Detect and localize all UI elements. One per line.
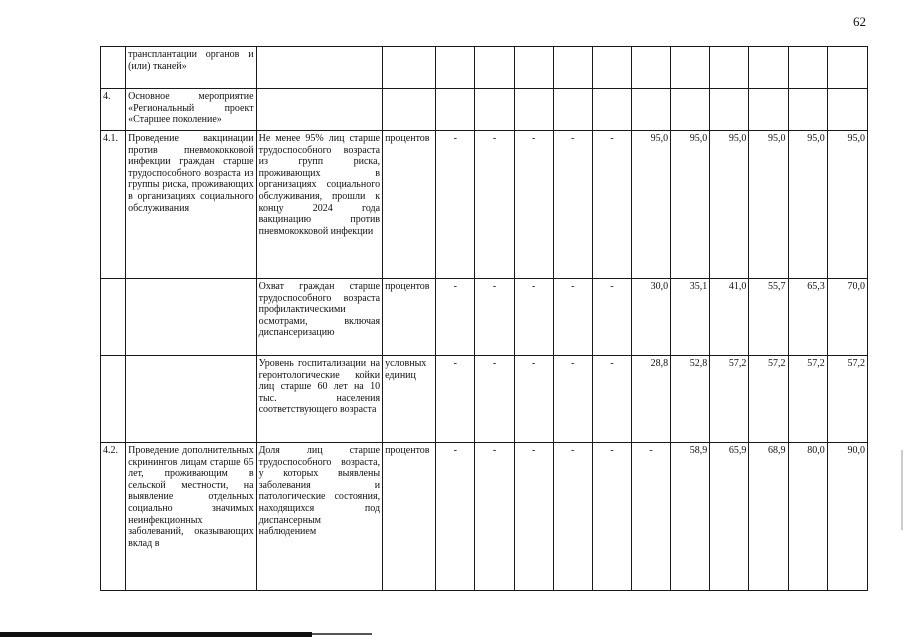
value-cell: 95,0 <box>827 131 867 279</box>
value-cell <box>631 89 670 131</box>
value-cell: 95,0 <box>788 131 827 279</box>
value-cell: - <box>475 356 514 443</box>
value-cell: - <box>475 443 514 591</box>
value-cell <box>710 47 749 89</box>
value-cell: 65,9 <box>710 443 749 591</box>
table-row <box>101 443 868 591</box>
value-cell <box>436 89 475 131</box>
value-cell: - <box>514 443 553 591</box>
unit-cell: процентов <box>383 443 436 591</box>
value-cell <box>827 47 867 89</box>
indicator-cell: Доля лиц старше трудоспособного возраста, у которых выявлены заболевания и патологические состояния, находящихся под диспансерным наблюдением <box>256 443 382 591</box>
value-cell: 95,0 <box>710 131 749 279</box>
value-cell: - <box>514 279 553 356</box>
event-cell: Основное мероприятие «Региональный проект «Старшее поколение» <box>126 89 257 131</box>
value-cell: - <box>592 279 631 356</box>
value-cell: - <box>553 279 592 356</box>
table-row <box>101 89 868 131</box>
table-row <box>101 356 868 443</box>
value-cell: 57,2 <box>788 356 827 443</box>
value-cell: - <box>553 356 592 443</box>
value-cell: - <box>514 356 553 443</box>
indicator-cell: Охват граждан старше трудоспособного возраста профилактическими осмотрами, включая диспансеризацию <box>256 279 382 356</box>
value-cell <box>749 47 788 89</box>
event-cell: трансплантации органов и (или) тканей» <box>126 47 257 89</box>
value-cell: - <box>592 356 631 443</box>
value-cell: - <box>475 279 514 356</box>
unit-cell <box>383 89 436 131</box>
value-cell: 57,2 <box>710 356 749 443</box>
value-cell <box>514 47 553 89</box>
event-cell: Проведение дополнительных скринингов лицам старше 65 лет, проживающим в сельской местности, на выявление отдельных социально значимых неинфекционных заболеваний, оказывающих вклад в <box>126 443 257 591</box>
value-cell: - <box>553 443 592 591</box>
value-cell: - <box>475 131 514 279</box>
value-cell: - <box>514 131 553 279</box>
unit-cell <box>383 47 436 89</box>
value-cell: - <box>553 131 592 279</box>
value-cell <box>710 89 749 131</box>
unit-cell: условных единиц <box>383 356 436 443</box>
value-cell: - <box>436 279 475 356</box>
value-cell <box>749 89 788 131</box>
value-cell <box>475 47 514 89</box>
scan-bottom-edge <box>0 632 312 637</box>
value-cell <box>553 89 592 131</box>
value-cell: 28,8 <box>631 356 670 443</box>
value-cell <box>788 47 827 89</box>
value-cell: 68,9 <box>749 443 788 591</box>
value-cell: 58,9 <box>671 443 710 591</box>
event-cell <box>126 356 257 443</box>
unit-cell: процентов <box>383 131 436 279</box>
value-cell: 30,0 <box>631 279 670 356</box>
indicator-cell <box>256 89 382 131</box>
indicator-cell: Уровень госпитализации на геронтологические койки лиц старше 60 лет на 10 тыс. населения соответствующего возраста <box>256 356 382 443</box>
unit-cell: процентов <box>383 279 436 356</box>
value-cell <box>671 47 710 89</box>
value-cell: - <box>436 443 475 591</box>
indicator-cell <box>256 47 382 89</box>
value-cell: 95,0 <box>671 131 710 279</box>
scan-side-mark <box>901 450 903 530</box>
value-cell: 90,0 <box>827 443 867 591</box>
value-cell <box>671 89 710 131</box>
value-cell: - <box>436 131 475 279</box>
value-cell <box>553 47 592 89</box>
page-number: 62 <box>853 14 866 29</box>
value-cell: 35,1 <box>671 279 710 356</box>
value-cell: 65,3 <box>788 279 827 356</box>
value-cell: 57,2 <box>749 356 788 443</box>
value-cell <box>788 89 827 131</box>
table-row <box>101 279 868 356</box>
event-cell: Проведение вакцинации против пневмококковой инфекции граждан старше трудоспособного возраста из группы риска, проживающих в организациях социального обслуживания <box>126 131 257 279</box>
value-cell: 55,7 <box>749 279 788 356</box>
indicator-cell: Не менее 95% лиц старше трудоспособного возраста из групп риска, проживающих в организациях социального обслуживания, прошли к концу 2024 года вакцинацию против пневмококковой инфекции <box>256 131 382 279</box>
value-cell: 70,0 <box>827 279 867 356</box>
value-cell <box>436 47 475 89</box>
value-cell: - <box>631 443 670 591</box>
value-cell: 95,0 <box>749 131 788 279</box>
value-cell: 41,0 <box>710 279 749 356</box>
value-cell: 57,2 <box>827 356 867 443</box>
value-cell: - <box>436 356 475 443</box>
value-cell <box>592 47 631 89</box>
value-cell <box>631 47 670 89</box>
value-cell: - <box>592 131 631 279</box>
table-row <box>101 47 868 89</box>
row-number-cell <box>101 279 126 356</box>
value-cell: - <box>592 443 631 591</box>
value-cell: 52,8 <box>671 356 710 443</box>
row-number-cell <box>101 47 126 89</box>
value-cell <box>475 89 514 131</box>
row-number-cell <box>101 356 126 443</box>
row-number-cell: 4. <box>101 89 126 131</box>
value-cell <box>514 89 553 131</box>
value-cell: 95,0 <box>631 131 670 279</box>
value-cell <box>827 89 867 131</box>
event-cell <box>126 279 257 356</box>
value-cell: 80,0 <box>788 443 827 591</box>
row-number-cell: 4.2. <box>101 443 126 591</box>
program-indicators-table <box>100 46 868 591</box>
row-number-cell: 4.1. <box>101 131 126 279</box>
scan-bottom-edge-thin <box>312 633 372 635</box>
table-row <box>101 131 868 279</box>
value-cell <box>592 89 631 131</box>
